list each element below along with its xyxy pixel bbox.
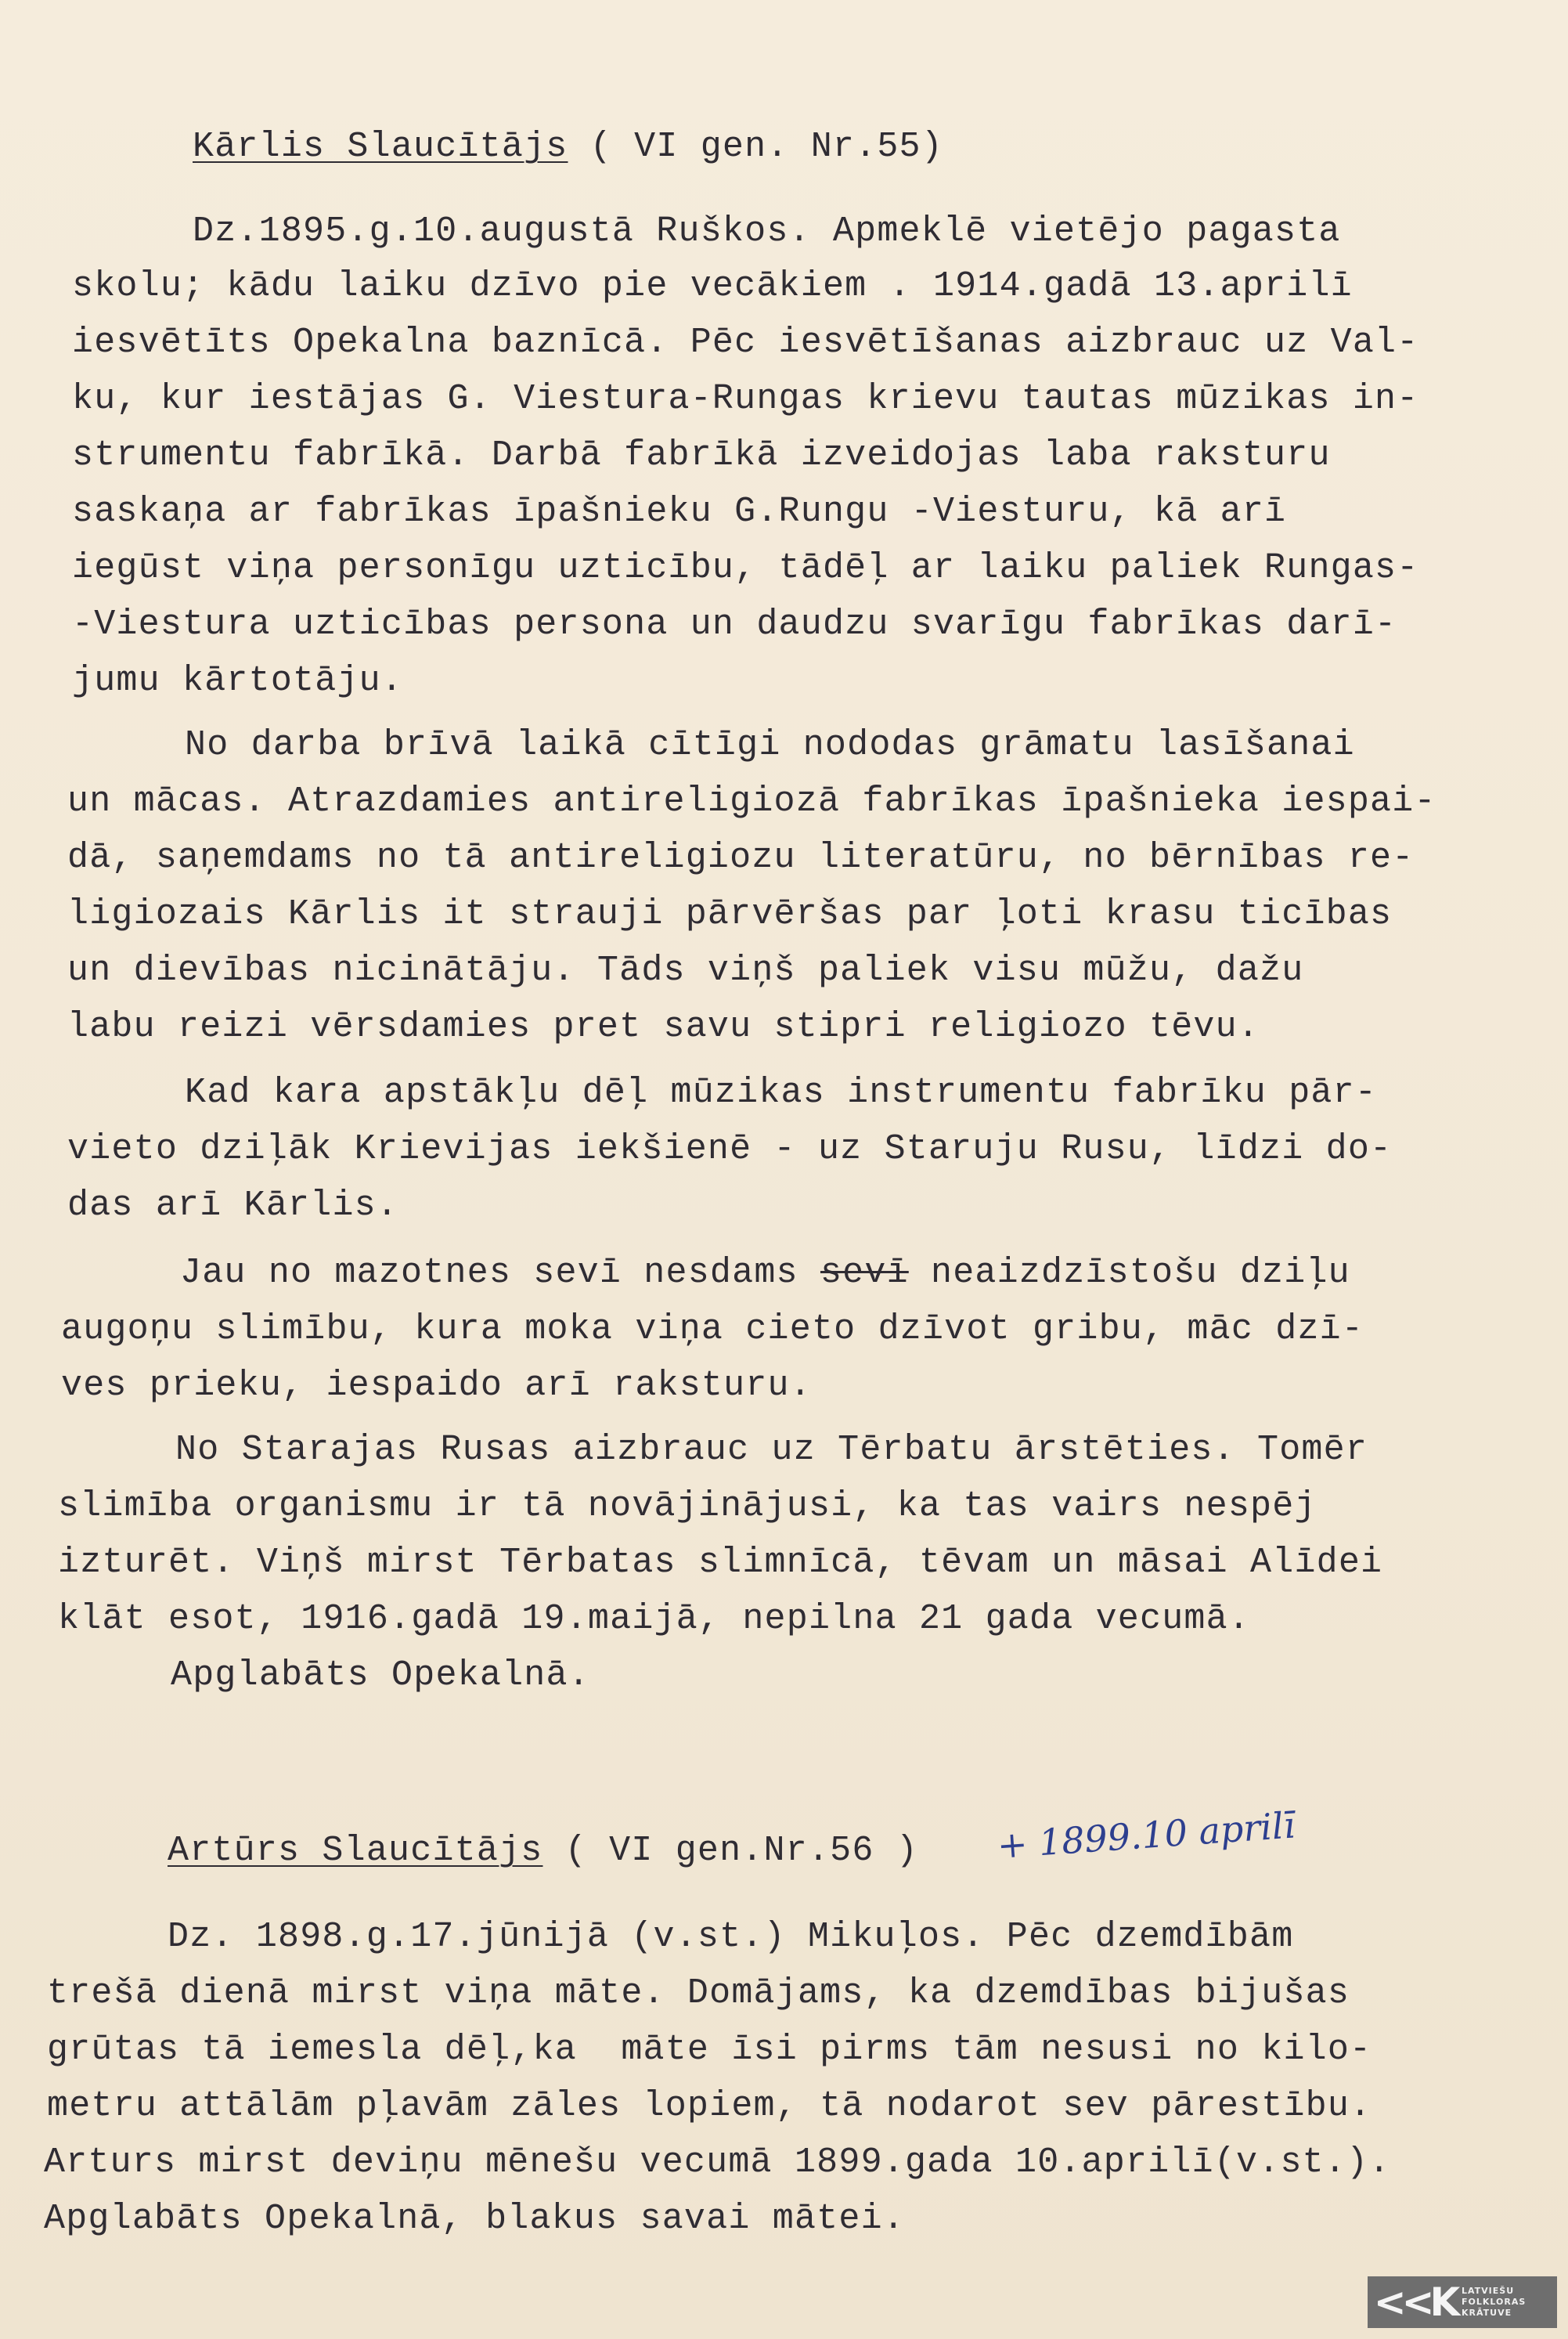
text-run: Jau no mazotnes sevī (180, 1253, 644, 1293)
logo-line: LATVIEŠU (1462, 2286, 1515, 2296)
section1-line: iegūst viņa personīgu uzticību, tādēļ ar laiku paliek Rungas- (72, 548, 1419, 588)
section1-line: das arī Kārlis. (67, 1186, 399, 1225)
section2-line: metru attālām pļavām zāles lopiem, tā nodarot sev pārestību. (47, 2086, 1372, 2126)
section1-line: augoņu slimību, kura moka viņa cieto dzīvot gribu, māc dzī- (61, 1309, 1364, 1349)
section1-line: labu reizi vērsdamies pret savu stipri religiozo tēvu. (67, 1007, 1260, 1047)
section2-line: Arturs mirst deviņu mēnešu vecumā 1899.gada 10.aprilī(v.st.). (44, 2142, 1391, 2182)
section1-line: ligiozais Kārlis it strauji pārvēršas par ļoti krasu ticības (67, 894, 1393, 934)
archive-logo (1368, 2276, 1557, 2328)
section1-line: skolu; kādu laiku dzīvo pie vecākiem . 1914.gadā 13.aprilī (72, 266, 1353, 306)
section2-line: trešā dienā mirst viņa māte. Domājams, ka dzemdības bijušas (47, 1973, 1350, 2013)
archive-logo-text (1462, 2286, 1526, 2319)
section1-line: Apglabāts Opekalnā. (171, 1655, 590, 1695)
logo-line: KRĀTUVE (1462, 2308, 1512, 2318)
section1-line: vieto dziļāk Krievijas iekšienē - uz Staruju Rusu, līdzi do- (67, 1129, 1393, 1169)
section2-line: grūtas tā iemesla dēļ,ka māte īsi pirms tām nesusi no kilo- (47, 2030, 1372, 2070)
section1-heading-rest: ( VI gen. Nr.55) (568, 127, 943, 167)
section1-line: saskaņa ar fabrīkas īpašnieku G.Rungu -Viesturu, kā arī (72, 492, 1287, 532)
section1-line: ku, kur iestājas G. Viestura-Rungas krievu tautas mūzikas in- (72, 379, 1419, 419)
section1-heading (193, 125, 943, 169)
section1-line-with-correction (180, 1251, 1350, 1295)
section1-line: strumentu fabrīkā. Darbā fabrīkā izveidojas laba raksturu (72, 435, 1331, 475)
section2-heading-name: Artūrs Slaucītājs (168, 1831, 543, 1871)
struck-word: sevī (820, 1253, 909, 1293)
section1-line: un mācas. Atrazdamies antireligiozā fabrīkas īpašnieka iespai- (67, 781, 1436, 821)
archive-logo-icon: <<K (1373, 2279, 1456, 2325)
section2-heading-rest: ( VI gen.Nr.56 ) (542, 1831, 918, 1871)
section1-line: izturēt. Viņš mirst Tērbatas slimnīcā, tēvam un māsai Alīdei (58, 1543, 1383, 1583)
section1-line: klāt esot, 1916.gadā 19.maijā, nepilna 21 gada vecumā. (58, 1599, 1251, 1639)
section1-line: dā, saņemdams no tā antireligiozu literatūru, no bērnības re- (67, 838, 1415, 878)
section1-line: ves prieku, iespaido arī raksturu. (61, 1366, 812, 1406)
section1-heading-name: Kārlis Slaucītājs (193, 127, 568, 167)
section1-line: Dz.1895.g.10.augustā Ruškos. Apmeklē vietējo pagasta (193, 211, 1341, 251)
section1-line: un dievības nicinātāju. Tāds viņš paliek visu mūžu, dažu (67, 951, 1304, 991)
text-run (798, 1253, 820, 1293)
text-run: nesdams (643, 1253, 798, 1293)
section1-line: Kad kara apstākļu dēļ mūzikas instrumentu fabrīku pār- (185, 1073, 1378, 1113)
text-run: neaizdzīstošu dziļu (908, 1253, 1350, 1293)
section1-line: No darba brīvā laikā cītīgi nododas grāmatu lasīšanai (185, 725, 1355, 765)
section1-line: -Viestura uzticības persona un daudzu svarīgu fabrīkas darī- (72, 605, 1397, 644)
section1-line: jumu kārtotāju. (72, 661, 404, 701)
section1-line: No Starajas Rusas aizbrauc uz Tērbatu ārstēties. Tomēr (175, 1430, 1368, 1470)
section2-heading (168, 1829, 918, 1873)
section2-line: Dz. 1898.g.17.jūnijā (v.st.) Mikuļos. Pēc dzemdībām (168, 1917, 1294, 1957)
handwritten-note: + 1899.10 aprilī (996, 1803, 1296, 1867)
section1-line: slimība organismu ir tā novājinājusi, ka tas vairs nespēj (58, 1486, 1317, 1526)
section2-line: Apglabāts Opekalnā, blakus savai mātei. (44, 2199, 905, 2239)
section1-line: iesvētīts Opekalna baznīcā. Pēc iesvētīšanas aizbrauc uz Val- (72, 323, 1419, 363)
logo-line: FOLKLORAS (1462, 2297, 1527, 2307)
